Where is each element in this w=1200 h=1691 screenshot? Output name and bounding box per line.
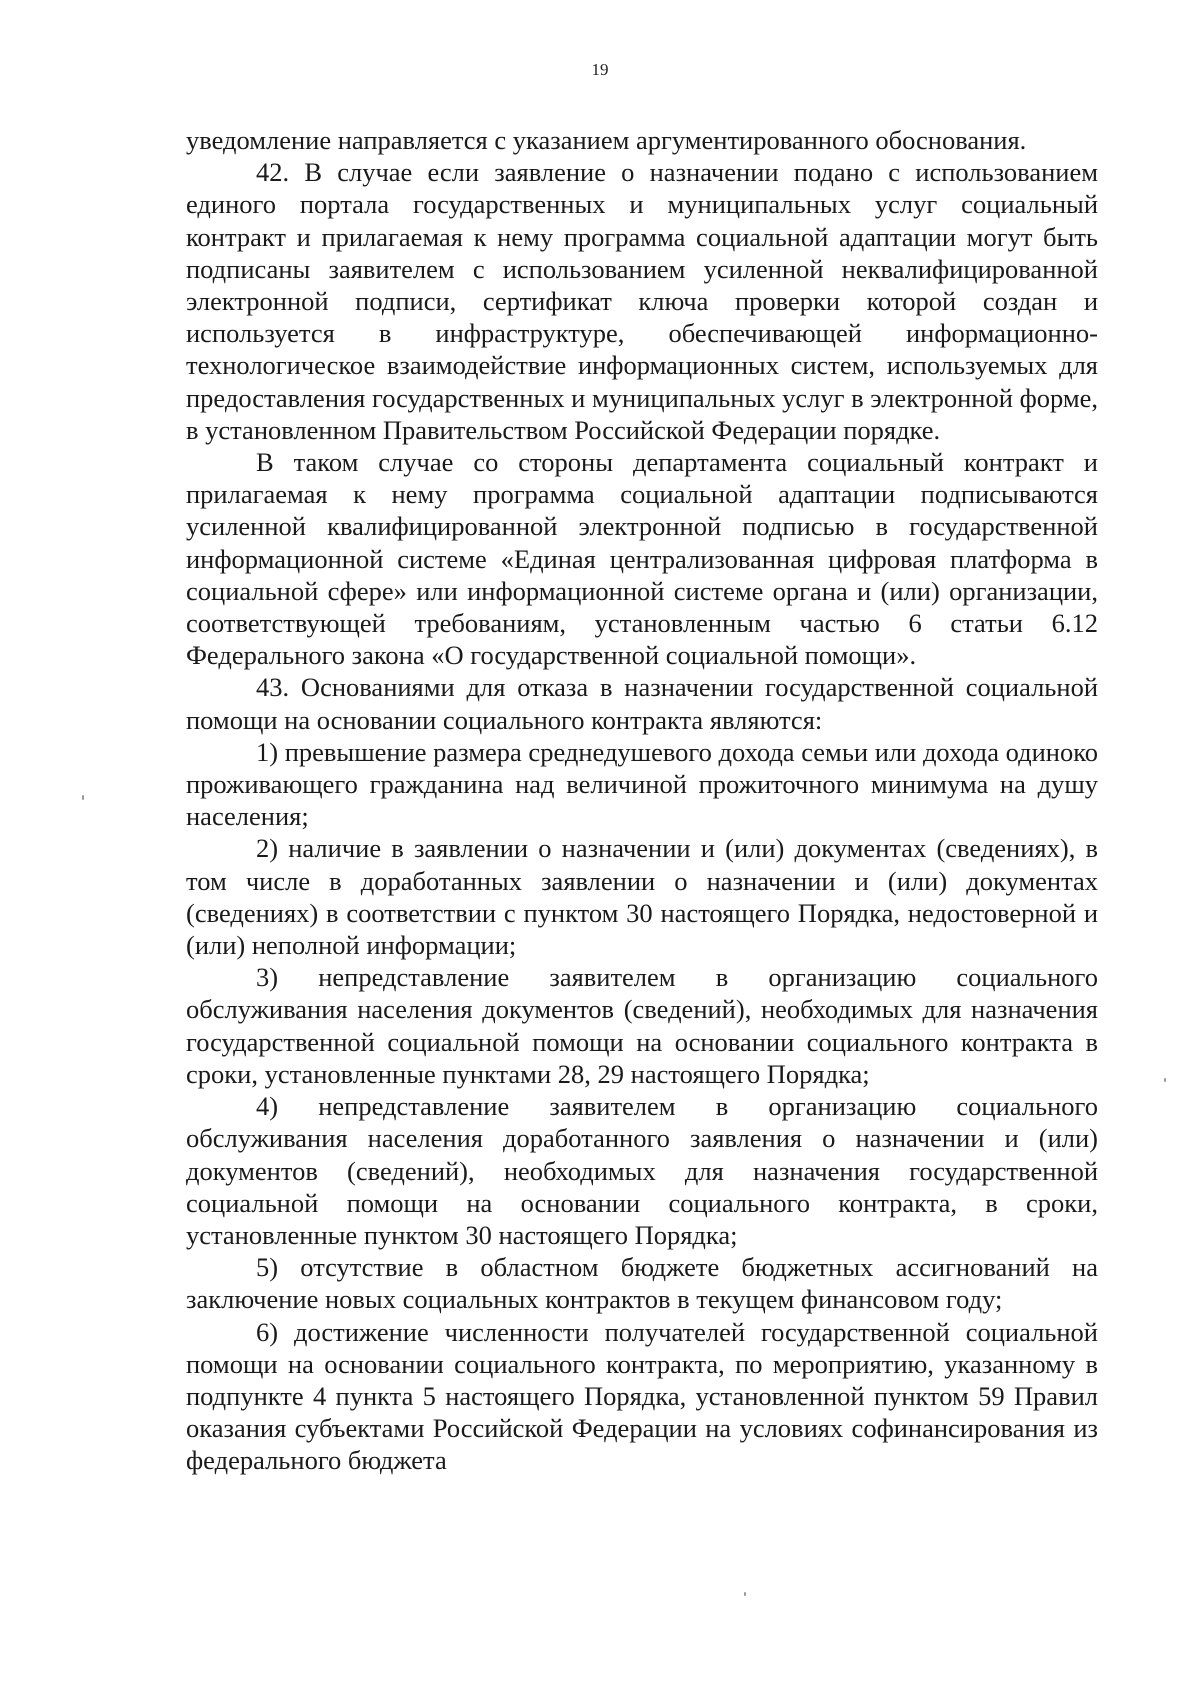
scan-speck xyxy=(82,795,84,800)
list-item: 2) наличие в заявлении о назначении и (или) документах (сведениях), в том числе в доработанных заявлении о назначении и (или) документах (сведениях) в соответствии с пунктом 30 настоящего Порядка, недостоверной и (или) неполной информации; xyxy=(186,833,1098,961)
list-item: 5) отсутствие в областном бюджете бюджетных ассигнований на заключение новых социальных контрактов в текущем финансовом году; xyxy=(186,1252,1098,1315)
page-number: 19 xyxy=(591,60,609,79)
list-item: 6) достижение численности получателей государственной социальной помощи на основании социального контракта, по мероприятию, указанному в подпункте 4 пункта 5 настоящего Порядка, установленной пунктом 59 Правил оказания субъектами Российской Федерации на условиях софинансирования из федерального бюджета xyxy=(186,1316,1098,1476)
paragraph: уведомление направляется с указанием аргументированного обоснования. xyxy=(186,125,1027,155)
paragraph: 42. В случае если заявление о назначении подано с использованием единого портала государственных и муниципальных услуг социальный контракт и прилагаемая к нему программа социальной адаптации могут быть подписаны заявителем с использованием усиленной неквалифицированной электронной подписи, сертификат ключа проверки которой создан и используется в инфраструктуре, обеспечивающей информационно-технологическое взаимодействие информационных систем, используемых для предоставления государственных и муниципальных услуг в электронной форме, в установленном Правительством Российской Федерации порядке. xyxy=(186,157,1098,445)
scan-speck xyxy=(1164,1078,1166,1082)
list-item: 3) непредставление заявителем в организацию социального обслуживания населения документов (сведений), необходимых для назначения государственной социальной помощи на основании социального контракта в сроки, установленные пунктами 28, 29 настоящего Порядка; xyxy=(186,962,1098,1089)
paragraph: В таком случае со стороны департамента социальный контракт и прилагаемая к нему программа социальной адаптации подписываются усиленной квалифицированной электронной подписью в государственной информационной системе «Единая централизованная цифровая платформа в социальной сфере» или информационной системе органа и (или) организации, соответствующей требованиям, установленным частью 6 статьи 6.12 Федерального закона «О государственной социальной помощи». xyxy=(186,447,1098,671)
paragraph: 43. Основаниями для отказа в назначении государственной социальной помощи на основании социального контракта являются: xyxy=(186,672,1098,735)
list-item: 4) непредставление заявителем в организацию социального обслуживания населения доработанного заявления о назначении и (или) документов (сведений), необходимых для назначения государственной социальной помощи на основании социального контракта, в сроки, установленные пунктом 30 настоящего Порядка; xyxy=(186,1091,1098,1250)
scan-speck xyxy=(744,1592,746,1596)
document-body xyxy=(186,124,1098,1477)
list-item: 1) превышение размера среднедушевого дохода семьи или дохода одиноко проживающего гражданина над величиной прожиточного минимума на душу населения; xyxy=(186,736,1098,832)
